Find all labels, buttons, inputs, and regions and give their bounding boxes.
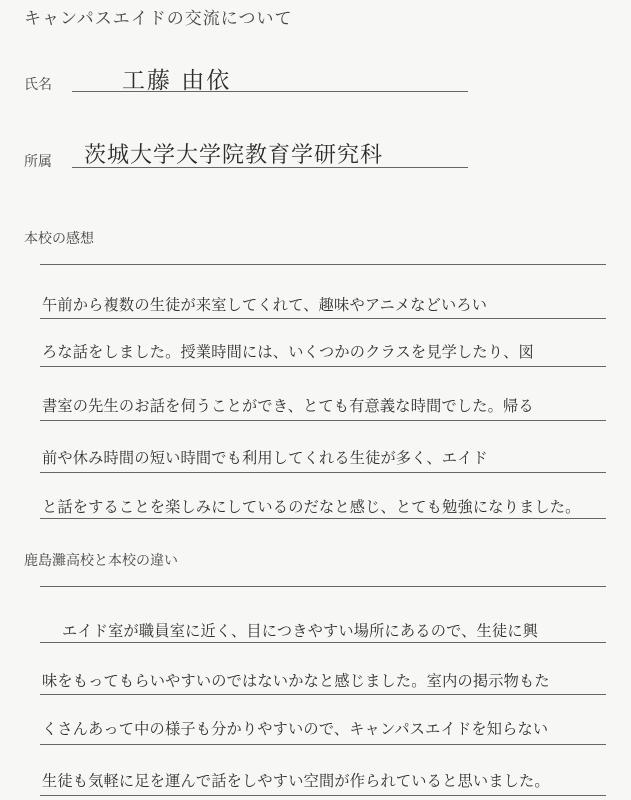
section-heading-impressions: 本校の感想 — [24, 231, 94, 247]
name-underline — [72, 91, 468, 92]
ruled-line — [40, 264, 606, 265]
ruled-line — [40, 420, 606, 421]
ruled-line — [40, 642, 606, 643]
name-value: 工藤 由依 — [122, 68, 232, 94]
text-line: ろな話をしました。授業時間には、いくつかのクラスを見学したり、図 — [42, 343, 534, 361]
ruled-line — [40, 472, 606, 473]
ruled-line — [40, 744, 606, 745]
text-line: 書室の先生のお話を伺うことができ、とても有意義な時間でした。帰る — [42, 397, 534, 415]
ruled-line — [40, 795, 606, 796]
text-line: 午前から複数の生徒が来室してくれて、趣味やアニメなどいろい — [42, 296, 488, 314]
name-label: 氏名 — [24, 77, 52, 93]
text-line: 生徒も気軽に足を運んで話をしやすい空間が作られていると思いました。 — [42, 772, 550, 790]
ruled-line — [40, 318, 606, 319]
ruled-line — [40, 586, 606, 587]
affiliation-underline — [72, 167, 468, 168]
ruled-line — [40, 366, 606, 367]
text-line: と話をすることを楽しみにしているのだなと感じ、とても勉強になりました。 — [42, 498, 581, 516]
affiliation-value: 茨城大学大学院教育学研究科 — [84, 143, 384, 168]
text-line: エイド室が職員室に近く、目につきやすい場所にあるので、生徒に興 — [62, 622, 539, 640]
text-line: 味をもってもらいやすいのではないかなと感じました。室内の掲示物もた — [42, 672, 550, 690]
section-heading-differences: 鹿島灘高校と本校の違い — [24, 553, 178, 569]
affiliation-label: 所属 — [24, 154, 52, 170]
text-line: くさんあって中の様子も分かりやすいので、キャンパスエイドを知らない — [42, 720, 549, 738]
ruled-line — [40, 518, 606, 519]
ruled-line — [40, 694, 606, 695]
text-line: 前や休み時間の短い時間でも利用してくれる生徒が多く、エイド — [42, 449, 488, 467]
form-title: キャンパスエイドの交流について — [24, 9, 293, 29]
